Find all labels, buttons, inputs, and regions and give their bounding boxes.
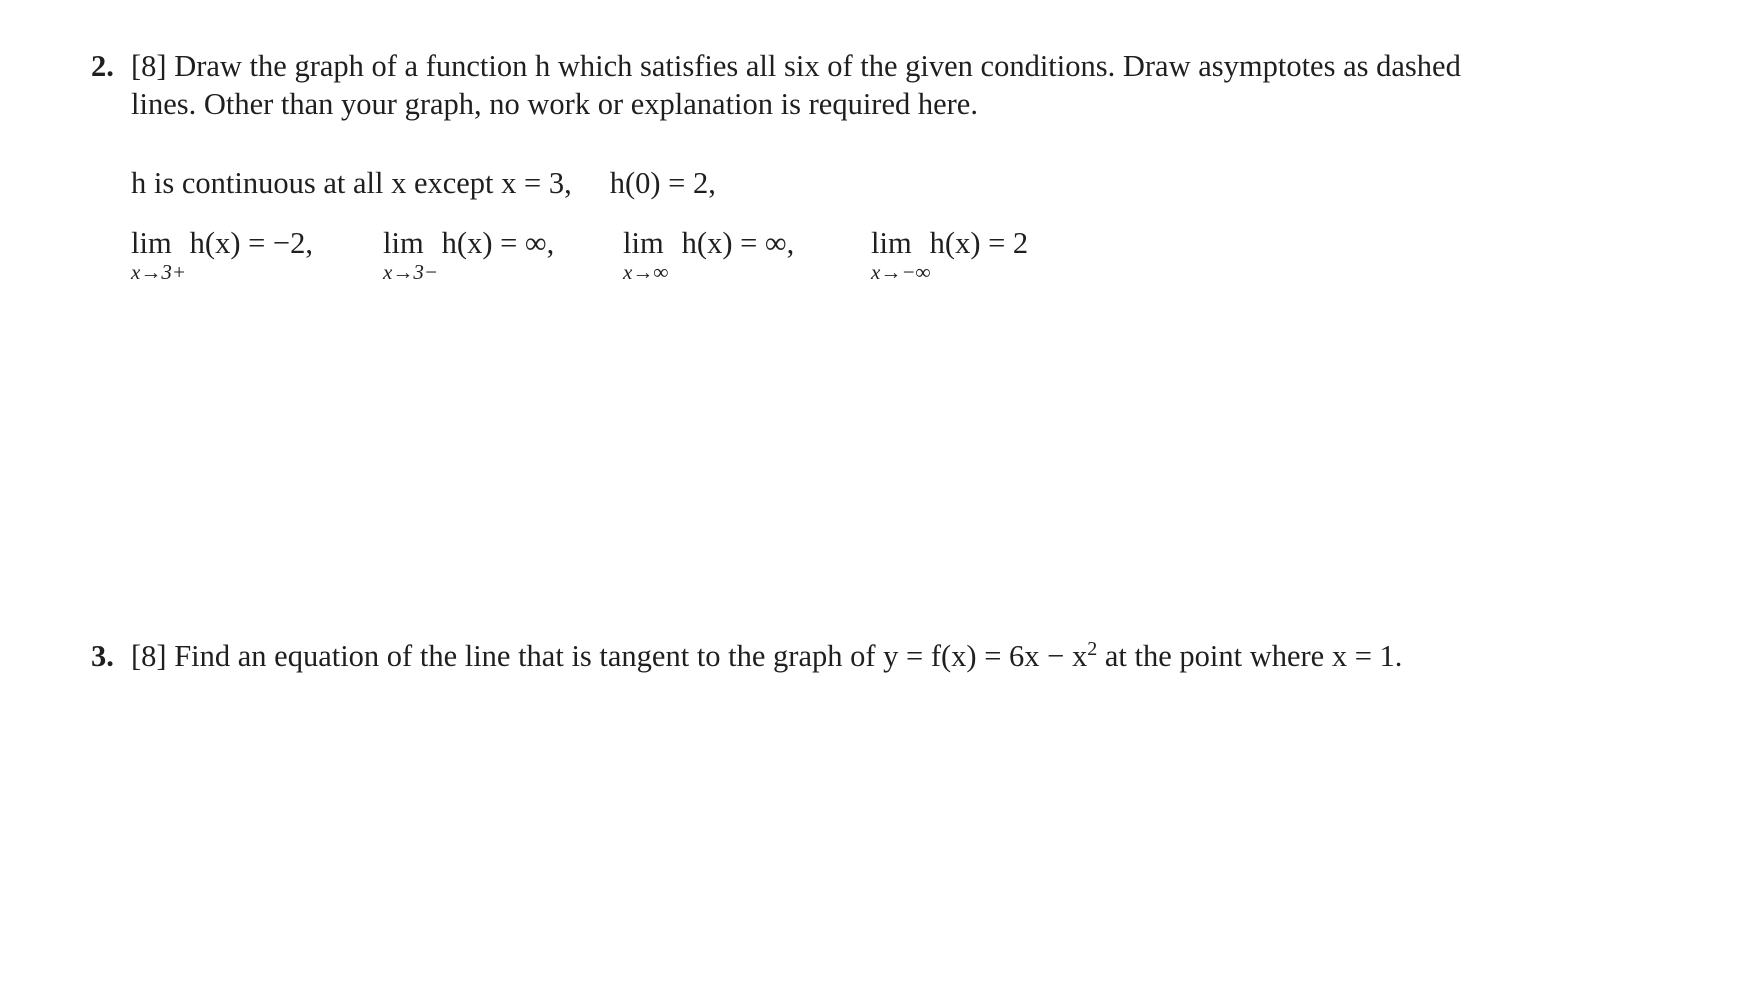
- limit-expression: h(x) = 2: [929, 226, 1029, 260]
- lim-word: lim: [131, 226, 172, 260]
- function-equation: [883, 639, 1097, 673]
- problem-2-instructions-line2: lines. Other than your graph, no work or explanation is required here.: [131, 87, 978, 121]
- value-condition: h(0) = 2,: [609, 166, 716, 200]
- limit-subscript: x→3−: [383, 260, 438, 284]
- problem-2-number: 2.: [91, 49, 114, 83]
- problem-3-text-after: at the point where: [1104, 639, 1325, 673]
- problem-2-line1: [91, 47, 1691, 85]
- problem-3-number: 3.: [91, 639, 114, 673]
- tangent-point: x = 1.: [1331, 639, 1403, 673]
- conditions-row-1: [131, 164, 716, 202]
- limit-expression: h(x) = ∞,: [681, 226, 795, 260]
- problem-3-text-before: [8] Find an equation of the line that is tangent to the graph of: [131, 639, 876, 673]
- limit-expression: h(x) = ∞,: [441, 226, 555, 260]
- limit-subscript: x→−∞: [871, 260, 931, 284]
- lim-word: lim: [623, 226, 664, 260]
- problem-2: [91, 47, 1691, 123]
- exponent: 2: [1087, 638, 1098, 660]
- limit-condition: [131, 224, 314, 284]
- limit-condition: [871, 224, 1029, 284]
- lim-word: lim: [383, 226, 424, 260]
- problem-2-instructions-line1: [8] Draw the graph of a function h which satisfies all six of the given conditions. Draw asymptotes as dashed: [131, 49, 1461, 83]
- limit-condition: [623, 224, 795, 284]
- lim-word: lim: [871, 226, 912, 260]
- problem-3: [91, 637, 1691, 675]
- continuity-condition: h is continuous at all x except x = 3,: [131, 166, 572, 200]
- limit-expression: h(x) = −2,: [189, 226, 314, 260]
- limit-subscript: x→∞: [623, 260, 669, 284]
- limit-subscript: x→3+: [131, 260, 186, 284]
- equation-main: y = f(x) = 6x − x: [883, 639, 1088, 673]
- limits-row: [131, 224, 1131, 284]
- limit-condition: [383, 224, 555, 284]
